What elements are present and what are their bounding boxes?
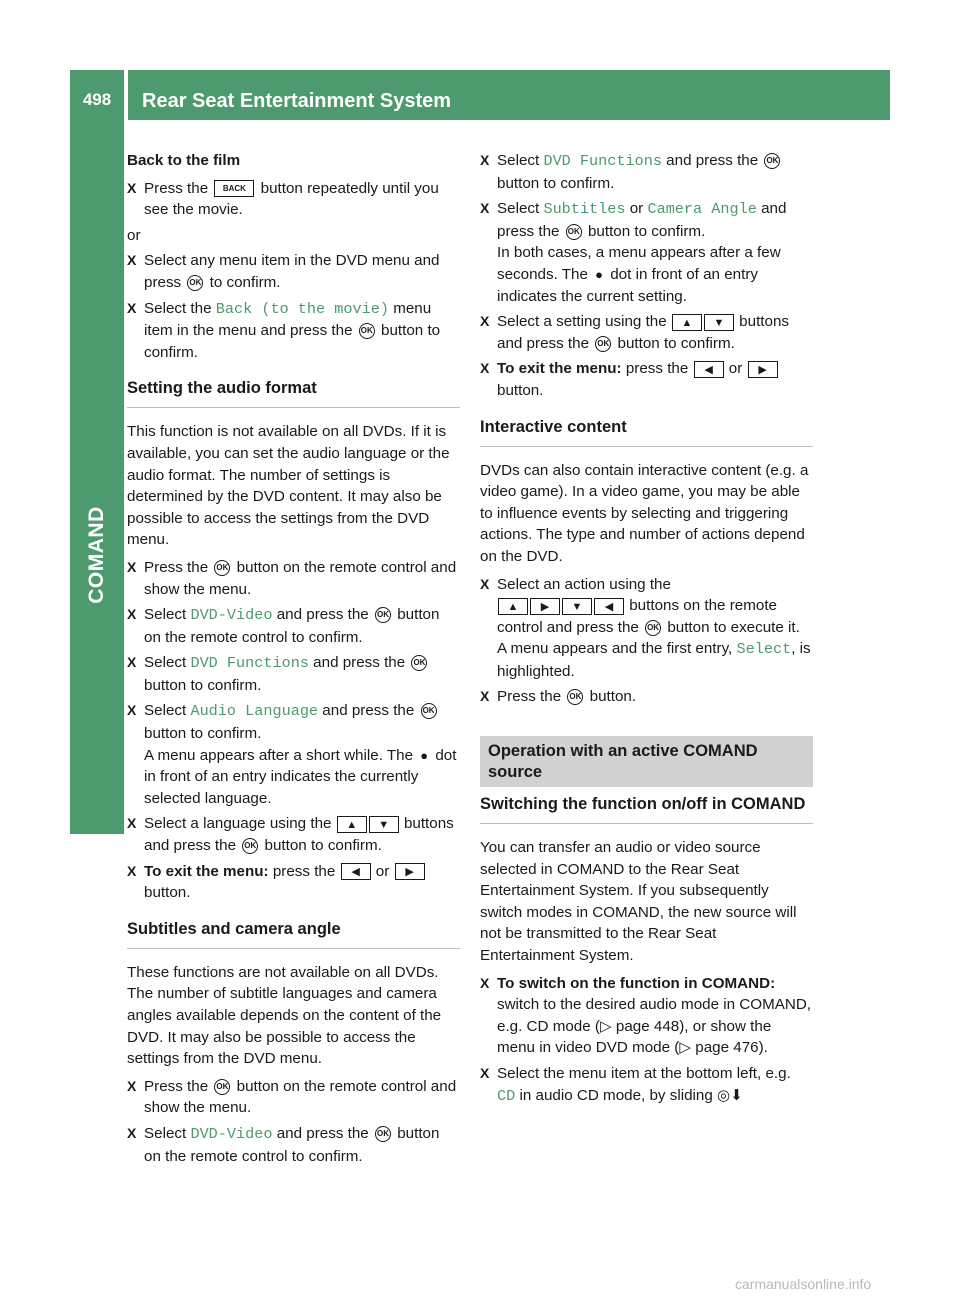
ok-button-icon: OK <box>375 607 391 623</box>
ui-label: DVD Functions <box>190 654 309 673</box>
step: X Select a language using the ▲ ▼ buttons and press the OK button to confirm. <box>127 813 460 856</box>
step: X Select Audio Language and press the OK button to confirm. A menu appears after a short while. The ● dot in front of an entry indicates the currently selected language. <box>127 700 460 809</box>
ui-label: CD <box>497 1086 516 1105</box>
ui-label: DVD Functions <box>543 152 662 170</box>
ok-button-icon: OK <box>566 224 582 240</box>
step: X Select DVD Functions and press the OK button to confirm. <box>127 652 460 696</box>
right-column <box>480 150 813 1110</box>
left-key-icon: ◀ <box>594 598 624 615</box>
section-box-title: Operation with an active COMAND source <box>480 736 813 787</box>
ok-button-icon: OK <box>421 703 437 719</box>
ui-label: Back (to the movie) <box>215 299 389 318</box>
page-title: Rear Seat Entertainment System <box>142 90 452 112</box>
page-number: 498 <box>82 90 112 109</box>
section-heading-subtitles: Subtitles and camera angle <box>127 918 460 949</box>
left-key-icon: ◀ <box>341 863 371 880</box>
header-divider <box>124 70 128 120</box>
left-key-icon: ◀ <box>694 361 724 378</box>
step: X Select DVD-Video and press the OK button on the remote control to confirm. <box>127 1123 460 1167</box>
or-text: or <box>127 226 141 244</box>
paragraph: DVDs can also contain interactive content (e.g. a video game). In a video game, you may be able to influence events by selecting and triggering actions. The type and number of actions depend on the DVD. <box>480 461 809 565</box>
ok-button-icon: OK <box>214 1079 230 1095</box>
ok-button-icon: OK <box>411 655 427 671</box>
ui-label: Select <box>736 640 792 659</box>
right-key-icon: ▶ <box>748 361 778 378</box>
controller-slide-icon: ◎⬇ <box>717 1086 744 1104</box>
step: X Select an action using the ▲ ▶ ▼ ◀ buttons on the remote control and press the OK button to execute it. A menu appears and the first entry, Select, is highlighted. <box>480 574 813 683</box>
ref-arrow-icon: ▷ <box>679 1039 692 1057</box>
up-key-icon: ▲ <box>672 314 702 331</box>
step: X Press the OK button on the remote control and show the menu. <box>127 1076 460 1119</box>
step-press-back: X Press the BACK button repeatedly until you see the movie. <box>127 178 460 221</box>
ok-button-icon: OK <box>595 336 611 352</box>
section-heading-interactive: Interactive content <box>480 416 813 447</box>
back-key-icon: BACK <box>214 180 254 197</box>
step-select-menu-item: X Select any menu item in the DVD menu and press OK to confirm. <box>127 250 460 293</box>
bullet-dot-icon: ● <box>420 747 429 763</box>
ok-button-icon: OK <box>645 620 661 636</box>
step-select-back-to-movie: X Select the Back (to the movie) menu item in the menu and press the OK button to confirm. <box>127 298 460 364</box>
side-tab-label: COMAND <box>85 506 108 604</box>
ui-label: DVD-Video <box>190 1124 273 1143</box>
down-key-icon: ▼ <box>369 816 399 833</box>
left-column <box>127 150 460 1170</box>
ui-label: Audio Language <box>190 702 319 721</box>
ok-button-icon: OK <box>567 689 583 705</box>
down-key-icon: ▼ <box>562 598 592 615</box>
section-heading-audio-format: Setting the audio format <box>127 377 460 408</box>
right-key-icon: ▶ <box>530 598 560 615</box>
step: X Select a setting using the ▲ ▼ buttons and press the OK button to confirm. <box>480 311 813 354</box>
step: X Press the OK button. <box>480 686 813 708</box>
ok-button-icon: OK <box>764 153 780 169</box>
right-key-icon: ▶ <box>395 863 425 880</box>
paragraph: This function is not available on all DVDs. If it is available, you can set the audio language or the audio format. The number of settings is determined by the DVD content. It may also be possible to access the settings from the DVD menu. <box>127 423 450 549</box>
step: X To exit the menu: press the ◀ or ▶ button. <box>127 861 460 904</box>
ref-arrow-icon: ▷ <box>599 1017 612 1035</box>
paragraph: You can transfer an audio or video source selected in COMAND to the Rear Seat Entertainment System. If you subsequently switch modes in COMAND, the new source will not be transmitted to the Rear Seat Entertainment System. <box>480 839 797 965</box>
down-key-icon: ▼ <box>704 314 734 331</box>
ok-button-icon: OK <box>214 560 230 576</box>
step: X To switch on the function in COMAND: switch to the desired audio mode in COMAND, e.g. CD mode (▷ page 448), or show the menu in video DVD mode (▷ page 476). <box>480 973 813 1059</box>
section-heading-switching: Switching the function on/off in COMAND <box>480 793 813 824</box>
ui-label: DVD-Video <box>190 606 273 625</box>
ui-label: Subtitles <box>543 200 626 219</box>
ok-button-icon: OK <box>375 1126 391 1142</box>
step: X Select Subtitles or Camera Angle and press the OK button to confirm. In both cases, a menu appears after a few seconds. The ● dot in front of an entry indicates the current setting. <box>480 198 813 307</box>
step: X Select DVD-Video and press the OK button on the remote control to confirm. <box>127 604 460 648</box>
step: X Select the menu item at the bottom left, e.g. CD in audio CD mode, by sliding ◎⬇ <box>480 1063 813 1107</box>
paragraph: These functions are not available on all DVDs. The number of subtitle languages and camera angles available depends on the content of the DVD. It may also be possible to access the settings from the DVD menu. <box>127 963 442 1068</box>
subheading-back-to-film: Back to the film <box>127 152 241 169</box>
ok-button-icon: OK <box>187 275 203 291</box>
watermark: carmanualsonline.info <box>735 1276 872 1292</box>
ok-button-icon: OK <box>242 838 258 854</box>
step: X To exit the menu: press the ◀ or ▶ button. <box>480 358 813 401</box>
up-key-icon: ▲ <box>498 598 528 615</box>
step: X Press the OK button on the remote control and show the menu. <box>127 557 460 600</box>
up-key-icon: ▲ <box>337 816 367 833</box>
bullet-dot-icon: ● <box>595 266 603 282</box>
ui-label: Camera Angle <box>647 200 757 219</box>
ok-button-icon: OK <box>359 323 375 339</box>
step: X Select DVD Functions and press the OK button to confirm. <box>480 150 813 194</box>
